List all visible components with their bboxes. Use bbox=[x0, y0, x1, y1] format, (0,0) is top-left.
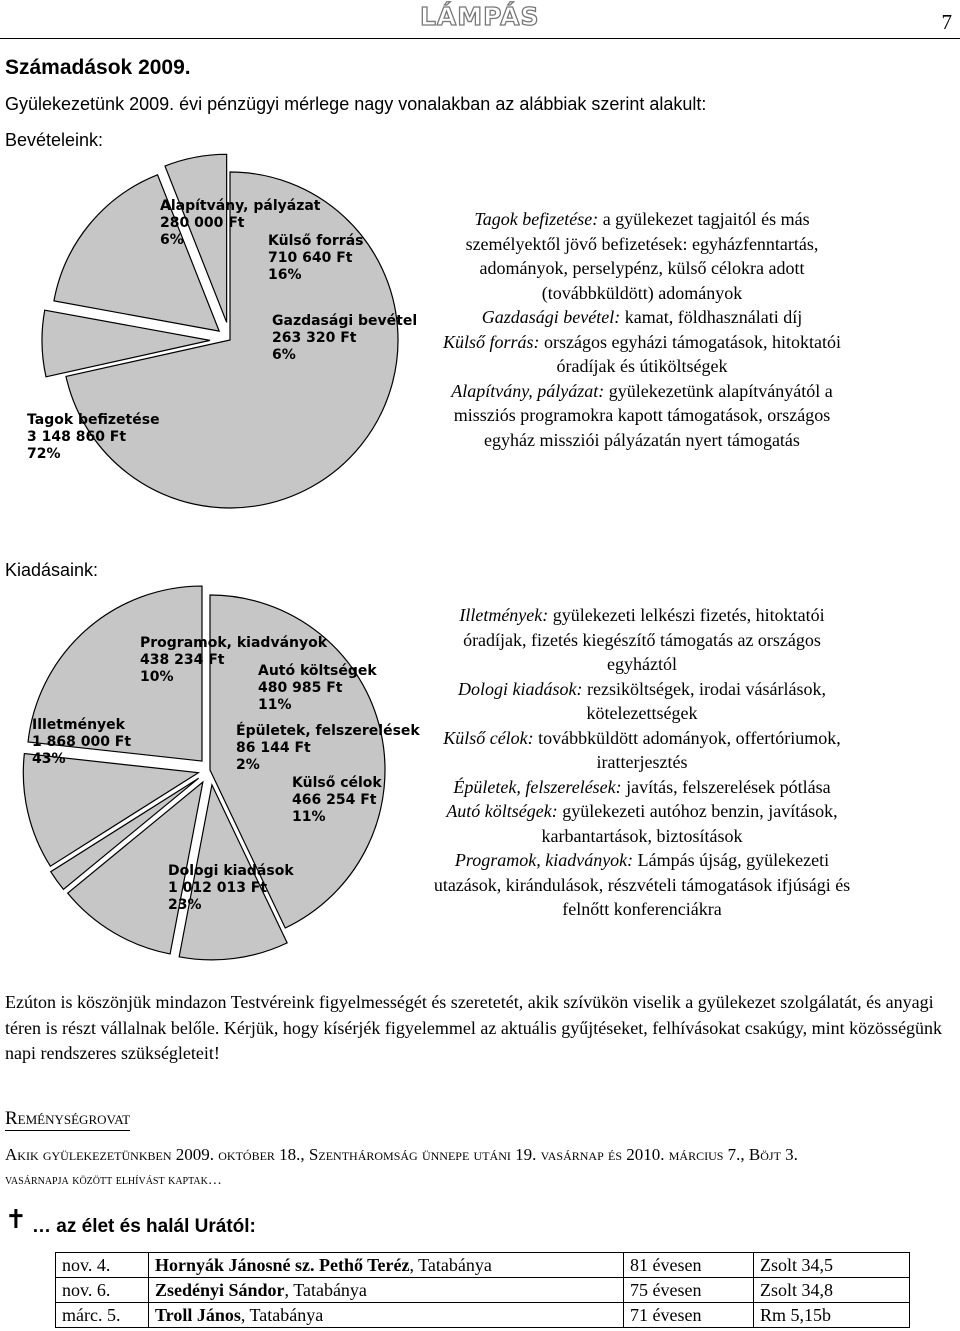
legend-text: rezsiköltségek, irodai vásárlások, kötelezettségek bbox=[582, 678, 826, 723]
legend-term: Programok, kiadványok: bbox=[454, 850, 634, 870]
pie-label-percent-text: 43% bbox=[32, 751, 66, 767]
intro-text: Gyülekezetünk 2009. évi pénzügyi mérlege nagy vonalakban az alábbiak szerint alakult: bbox=[5, 94, 707, 114]
pie-label-value-text: 480 985 Ft bbox=[258, 680, 343, 696]
pie-label-label: Gazdasági bevétel bbox=[272, 313, 418, 329]
legend-text: gyülekezetünk alapítványától a missziós programokra kapott támogatások, országos egyház missziói pályázatán nyert támogatás bbox=[453, 380, 833, 450]
pie-label-percent-text: 11% bbox=[258, 697, 292, 713]
legend-text: javítás, felszerelések pótlása bbox=[621, 776, 831, 797]
pie-label-label: Külső forrás bbox=[268, 233, 364, 249]
obituary-date: nov. 6. bbox=[56, 1278, 149, 1303]
pie-label-label: Épületek, felszerelések bbox=[236, 723, 420, 739]
legend-term: Külső célok: bbox=[443, 727, 534, 748]
legend-entry bbox=[432, 305, 852, 330]
pie-label-percent-text: 72% bbox=[27, 446, 61, 462]
obituary-name bbox=[149, 1253, 624, 1278]
legend-term: Külső forrás: bbox=[443, 331, 540, 352]
obituary-person: Troll János bbox=[155, 1304, 241, 1325]
obituary-verse: Zsolt 34,5 bbox=[754, 1253, 910, 1278]
legend-entry bbox=[432, 726, 852, 775]
pie-label-percent-text: 6% bbox=[272, 347, 296, 363]
obituary-heading: Reménységrovat bbox=[5, 1108, 131, 1129]
legend-term: Illetmények: bbox=[459, 605, 549, 625]
obituary-date: nov. 4. bbox=[56, 1253, 149, 1278]
page-title: Számadások 2009. bbox=[5, 56, 191, 79]
pie-label-label: Tagok befizetése bbox=[27, 412, 160, 428]
pie-label-value-text: 1 868 000 Ft bbox=[32, 734, 132, 750]
legend-entry bbox=[432, 775, 852, 800]
header-brand: LÁMPÁS bbox=[420, 2, 540, 31]
pie-label-label: Külső célok bbox=[292, 775, 382, 791]
expenses-pie-chart bbox=[0, 585, 430, 965]
thanks-paragraph: Ezúton is köszönjük mindazon Testvéreink figyelmességét és szeretetét, akik szívükön viselik a gyülekezet szolgálatát, és anyagi téren is részt vállalnak belőle. Kérjük, hogy kísérjék figyelemmel az aktuális gyűjtéseket, felhívásokat csakúgy, mint közösségünk napi rendszeres szükségleteit! bbox=[5, 992, 943, 1063]
pie-label-label: Autó költségek bbox=[258, 663, 377, 679]
income-pie-chart bbox=[0, 150, 430, 510]
legend-text: kamat, földhasználati díj bbox=[620, 307, 803, 327]
expenses-heading: Kiadásaink: bbox=[5, 560, 99, 580]
obituary-place: , Tatabánya bbox=[409, 1254, 492, 1275]
header-rule bbox=[0, 38, 960, 39]
pie-label-percent-text: 23% bbox=[168, 897, 202, 913]
pie-label-percent-text: 11% bbox=[292, 809, 326, 825]
page-number: 7 bbox=[941, 10, 952, 34]
obituary-person: Hornyák Jánosné sz. Pethő Teréz bbox=[155, 1254, 410, 1275]
pie-label-percent-text: 10% bbox=[140, 669, 174, 685]
obituary-line-2: vasárnapja között elhívást kaptak… bbox=[5, 1173, 222, 1188]
legend-term: Autó költségek: bbox=[446, 801, 558, 821]
obituary-date: márc. 5. bbox=[56, 1303, 149, 1328]
legend-entry bbox=[432, 603, 852, 677]
pie-label-label: Programok, kiadványok bbox=[140, 635, 328, 651]
obituary-name bbox=[149, 1278, 624, 1303]
pie-label-value-text: 263 320 Ft bbox=[272, 330, 357, 346]
obituary-name bbox=[149, 1303, 624, 1328]
legend-entry bbox=[432, 207, 852, 305]
income-heading: Bevételeink: bbox=[5, 130, 104, 150]
legend-term: Dologi kiadások: bbox=[458, 678, 583, 699]
pie-label-value-text: 280 000 Ft bbox=[160, 215, 245, 231]
expenses-legend bbox=[432, 603, 852, 922]
obituary-place: , Tatabánya bbox=[240, 1304, 324, 1325]
pie-label-value-text: 3 148 860 Ft bbox=[27, 429, 127, 445]
obituary-line-1: Akik gyülekezetünkben 2009. október 18., Szentháromság ünnepe utáni 19. vasárnap és 2010. március 7., Böjt 3. bbox=[5, 1145, 798, 1164]
obituary-place: , Tatabánya bbox=[284, 1279, 367, 1300]
obituary-person: Zsedényi Sándor bbox=[155, 1279, 285, 1300]
table-row bbox=[56, 1253, 910, 1278]
obituary-subheading: … az élet és halál Urától: bbox=[32, 1216, 256, 1237]
pie-label-value-text: 86 144 Ft bbox=[236, 740, 311, 756]
legend-entry bbox=[432, 330, 852, 379]
pie-label-value-text: 1 012 013 Ft bbox=[168, 880, 268, 896]
pie-label-label: Illetmények bbox=[32, 717, 125, 733]
legend-text: továbbküldött adományok, offertóriumok, iratterjesztés bbox=[533, 727, 841, 772]
legend-term: Tagok befizetése: bbox=[474, 209, 599, 229]
obituary-table bbox=[55, 1252, 910, 1328]
legend-text: országos egyházi támogatások, hitoktatói óradíjak és útiköltségek bbox=[539, 331, 841, 376]
legend-text: gyülekezeti lelkészi fizetés, hitoktatói óradíjak, fizetés kiegészítő támogatás az országos egyháztól bbox=[463, 605, 825, 674]
legend-text: a gyülekezet tagjaitól és más személyektől jövő befizetések: egyházfenntartás, adományok, perselypénz, külső célokra adott (továbbküldött) adományok bbox=[465, 209, 819, 303]
legend-entry bbox=[432, 848, 852, 922]
pie-label-label: Alapítvány, pályázat bbox=[160, 198, 321, 214]
legend-term: Gazdasági bevétel: bbox=[481, 307, 621, 327]
pie-label-percent-text: 16% bbox=[268, 267, 302, 283]
pie-label-value-text: 438 234 Ft bbox=[140, 652, 225, 668]
obituary-age: 71 évesen bbox=[624, 1303, 754, 1328]
obituary-verse: Rm 5,15b bbox=[754, 1303, 910, 1328]
pie-label-percent-text: 6% bbox=[160, 232, 184, 248]
pie-label-value-text: 466 254 Ft bbox=[292, 792, 377, 808]
table-row bbox=[56, 1278, 910, 1303]
legend-text: Lámpás újság, gyülekezeti utazások, kirándulások, részvételi támogatások ifjúsági és felnőtt konferenciákra bbox=[433, 850, 851, 919]
obituary-verse: Zsolt 34,8 bbox=[754, 1278, 910, 1303]
obituary-age: 81 évesen bbox=[624, 1253, 754, 1278]
legend-text: gyülekezeti autóhoz benzin, javítások, karbantartások, biztosítások bbox=[541, 801, 838, 846]
legend-term: Alapítvány, pályázat: bbox=[451, 380, 605, 401]
table-row bbox=[56, 1303, 910, 1328]
cross-icon: ✝ bbox=[5, 1205, 27, 1234]
legend-entry bbox=[432, 799, 852, 848]
obituary-age: 75 évesen bbox=[624, 1278, 754, 1303]
pie-label-value-text: 710 640 Ft bbox=[268, 250, 353, 266]
legend-term: Épületek, felszerelések: bbox=[453, 776, 622, 797]
pie-label-percent-text: 2% bbox=[236, 757, 260, 773]
legend-entry bbox=[432, 677, 852, 726]
legend-entry bbox=[432, 379, 852, 453]
income-legend bbox=[432, 207, 852, 452]
pie-label-label: Dologi kiadások bbox=[168, 863, 294, 879]
